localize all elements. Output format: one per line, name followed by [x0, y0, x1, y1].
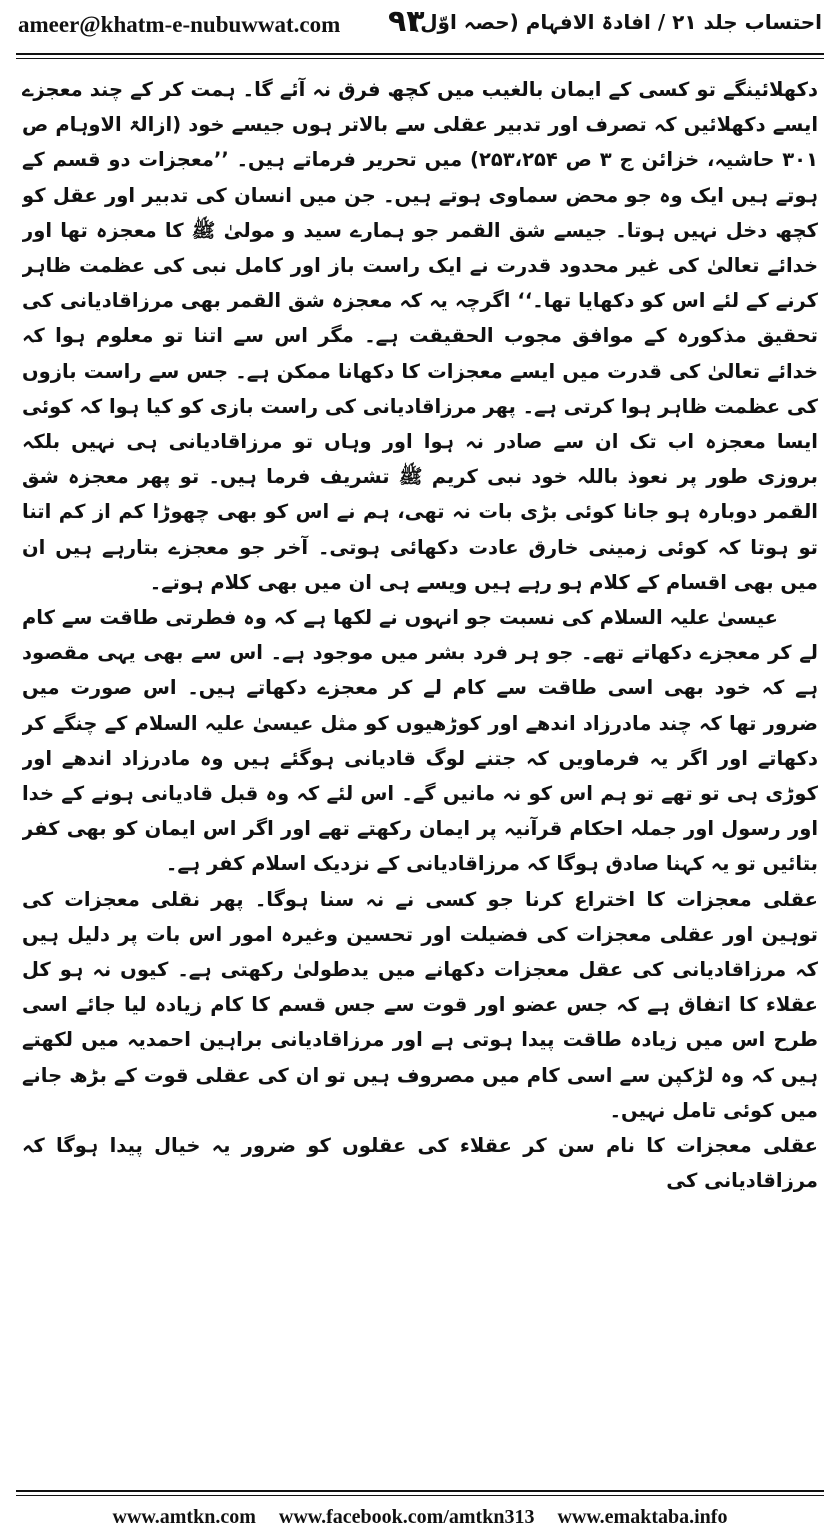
paragraph-3: عقلی معجزات کا اختراع کرنا جو کسی نے نہ سنا ہوگا۔ پھر نقلی معجزات کی توہین اور عقلی معجزات کی فضیلت اور تحسین وغیرہ امور اس بات پر دلیل ہیں کہ مرزاقادیانی کی عقل معجزات دکھانے میں یدطولیٰ رکھتی ہے۔ کیوں نہ ہو کل عقلاء کا اتفاق ہے کہ جس عضو اور قوت سے جس قسم کا کام زیادہ لیا جائے اسی طرح اس میں زیادہ طاقت پیدا ہوتی ہے اور مرزاقادیانی براہین احمدیہ میں لکھتے ہیں کہ وہ لڑکپن سے اسی کام میں مصروف ہیں تو ان کی عقلی قوت کے بڑھ جانے میں کوئی تامل نہیں۔	[22, 887, 818, 1122]
header-email: ameer@khatm-e-nubuwwat.com	[18, 12, 341, 37]
page-header	[0, 0, 840, 66]
book-title: احتساب جلد ۲۱ / افادۃ الافہام (حصہ اوّل)	[411, 10, 822, 34]
footer-link-amtkn[interactable]: www.amtkn.com	[112, 1506, 256, 1528]
page-footer	[0, 1478, 840, 1540]
footer-link-facebook[interactable]: www.facebook.com/amtkn313	[278, 1506, 535, 1528]
paragraph-4: عقلی معجزات کا نام سن کر عقلاء کی عقلوں کو ضرور یہ خیال پیدا ہوگا کہ مرزاقادیانی کی	[22, 1134, 818, 1193]
paragraph-2: عیسیٰ علیہ السلام کی نسبت جو انہوں نے لکھا ہے کہ وہ فطرتی طاقت سے کام لے کر معجزے دکھاتے تھے۔ جو ہر فرد بشر میں موجود ہے۔ اس سے بھی یہی مقصود ہے کہ خود بھی اسی طاقت سے کام لے کر معجزے دکھاتے ہیں۔ اس صورت میں ضرور تھا کہ چند مادرزاد اندھے اور کوڑھیوں کو مثل عیسیٰ علیہ السلام کے چنگے کر دکھاتے اور اگر یہ فرماویں کہ جتنے لوگ قادیانی ہوگئے ہیں وہ مادرزاد اندھے اور کوڑی ہی تو تھے تو ہم اس کو نہ مانیں گے۔ اس لئے کہ وہ قبل قادیانی ہونے کے خدا اور رسول اور جملہ احکام قرآنیہ پر ایمان رکھتے تھے اور اگر اس ایمان کو بھی کفر بتائیں تو یہ کہنا صادق ہوگا کہ مرزاقادیانی کے نزدیک اسلام کفر ہے۔	[22, 606, 818, 876]
header-rule-thin	[16, 58, 824, 59]
page-number: ۹۳	[388, 4, 425, 39]
paragraph-1: دکھلائینگے تو کسی کے ایمان بالغیب میں کچھ فرق نہ آئے گا۔ ہمت کر کے چند معجزے ایسے دکھلائیں کہ تصرف اور تدبیر عقلی سے بالاتر ہوں جیسے خود (ازالۃ الاوہام ص ۳۰۱ حاشیہ، خزائن ج ۳ ص ۲۵۳،۲۵۴) میں تحریر فرماتے ہیں۔ ’’معجزات دو قسم کے ہوتے ہیں ایک وہ جو محض سماوی ہوتے ہیں۔ جن میں انسان کی تدبیر اور عقل کو کچھ دخل نہیں ہوتا۔ جیسے شق القمر جو ہمارے سید و مولیٰ ﷺ کا معجزہ تھا اور خدائے تعالیٰ کی غیر محدود قدرت نے ایک راست باز اور کامل نبی کی عظمت ظاہر کرنے کے لئے اس کو دکھایا تھا۔‘‘ اگرچہ یہ کہ معجزہ شق القمر بھی مرزاقادیانی کی تحقیق مذکورہ کے موافق مجوب الحقیقت ہے۔ مگر اس سے اتنا تو معلوم ہوا کہ خدائے تعالیٰ کی قدرت میں ایسے معجزات کا دکھانا ممکن ہے۔ جس سے راست بازوں کی عظمت ظاہر ہوا کرتی ہے۔ پھر مرزاقادیانی کی راست بازی کو کیا ہوا کہ کوئی ایسا معجزہ اب تک ان سے صادر نہ ہوا اور وہاں تو مرزاقادیانی ہی نہیں بلکہ بروزی طور پر نعوذ باللہ خود نبی کریم ﷺ تشریف فرما ہیں۔ تو پھر معجزہ شق القمر دوبارہ ہو جانا کوئی بڑی بات نہ تھی، ہم نے اس کو بھی چھوڑا کم از کم اتنا تو ہوتا کہ کوئی زمینی خارق عادت دکھائی ہوتی۔ آخر جو معجزے بتارہے ہیں ان میں بھی اقسام کے کلام ہو رہے ہیں ویسے ہی ان میں بھی کلام ہوتے۔	[22, 78, 818, 594]
header-rule	[16, 53, 824, 55]
footer-rule-thin	[16, 1495, 824, 1496]
body-text	[22, 72, 818, 1472]
footer-link-emaktaba[interactable]: www.emaktaba.info	[557, 1506, 728, 1528]
footer-links	[0, 1506, 840, 1529]
footer-rule	[16, 1490, 824, 1492]
